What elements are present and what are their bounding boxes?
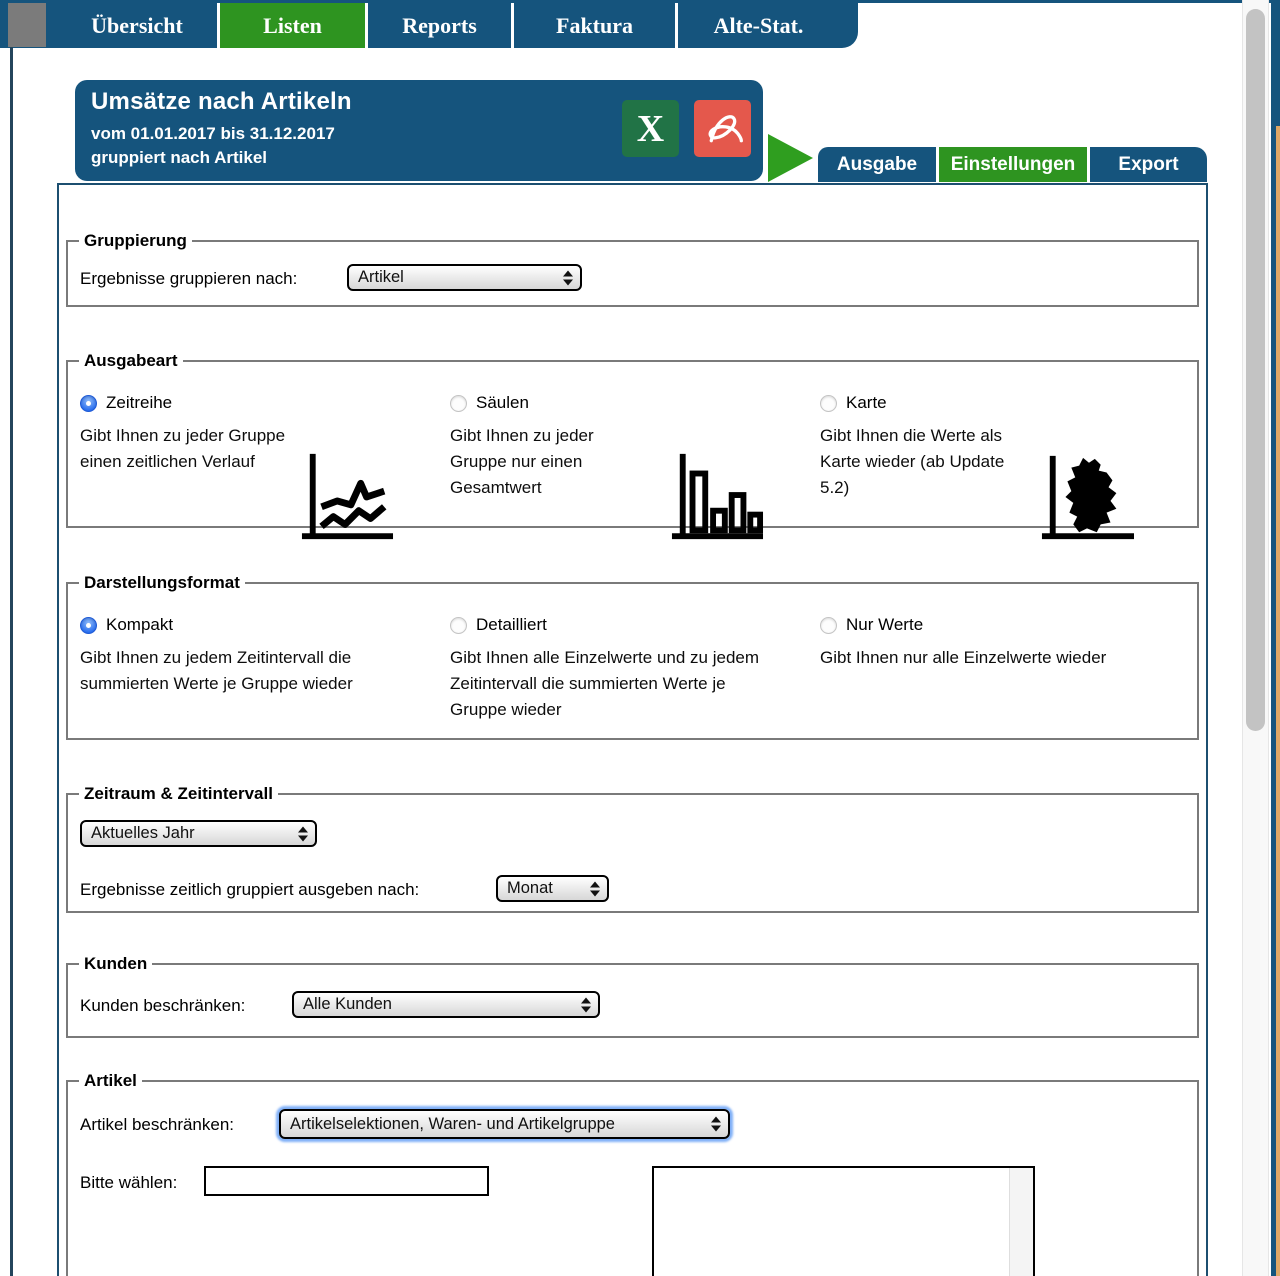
radio-karte[interactable] [820, 395, 837, 412]
saeulen-description: Gibt Ihnen zu jeder Gruppe nur einen Gesamtwert [450, 426, 594, 497]
bar-chart-icon [668, 450, 766, 544]
selection-listbox[interactable] [652, 1166, 1035, 1276]
customers-select[interactable] [292, 991, 600, 1018]
pdf-export-icon[interactable] [694, 100, 751, 157]
page-scrollbar-thumb[interactable] [1246, 9, 1265, 731]
zeitreihe-description: Gibt Ihnen zu jeder Gruppe einen zeitlichen Verlauf [80, 426, 286, 471]
fieldset-darstellungsformat [66, 573, 1199, 740]
report-period: vom 01.01.2017 bis 31.12.2017 [91, 124, 335, 143]
fieldset-artikel-legend: Artikel [79, 1071, 142, 1091]
run-report-play-icon[interactable] [768, 134, 813, 182]
main-nav-tabs [57, 3, 839, 48]
option-karte [820, 392, 1198, 501]
nav-left-square [8, 3, 46, 47]
fieldset-gruppierung [66, 231, 1199, 307]
option-saeulen [450, 392, 810, 501]
radio-saeulen-label: Säulen [476, 393, 529, 412]
radio-saeulen[interactable] [450, 395, 467, 412]
customers-limit-label: Kunden beschränken: [80, 996, 246, 1015]
select-arrows-icon [711, 1117, 721, 1132]
fieldset-zeitraum [66, 784, 1199, 913]
option-nur-werte [820, 614, 1198, 671]
report-header [75, 80, 763, 181]
option-detailliert [450, 614, 810, 723]
articles-select[interactable] [279, 1109, 730, 1139]
detailliert-description: Gibt Ihnen alle Einzelwerte und zu jedem Zeitintervall die summierten Werte je Gruppe wieder [450, 648, 760, 719]
report-title: Umsätze nach Artikeln [91, 88, 352, 115]
period-select[interactable] [80, 820, 317, 847]
nur-werte-description: Gibt Ihnen nur alle Einzelwerte wieder [820, 648, 1107, 667]
radio-detailliert-label: Detailliert [476, 615, 547, 634]
karte-description: Gibt Ihnen die Werte als Karte wieder (ab Update 5.2) [820, 426, 1005, 497]
right-edge-top [1276, 0, 1280, 126]
listbox-scrollbar-track[interactable] [1009, 1168, 1033, 1276]
interval-label: Ergebnisse zeitlich gruppiert ausgeben nach: [80, 880, 420, 899]
fieldset-zeitraum-legend: Zeitraum & Zeitintervall [79, 784, 278, 804]
tab-export[interactable]: Export [1090, 147, 1207, 182]
tab-einstellungen[interactable]: Einstellungen [939, 147, 1087, 182]
nav-tab-alte-stat[interactable]: Alte-Stat. [675, 3, 839, 48]
settings-panel [57, 183, 1208, 1276]
nav-tab-reports[interactable]: Reports [365, 3, 511, 48]
option-zeitreihe [80, 392, 440, 475]
customers-select-value: Alle Kunden [303, 995, 392, 1013]
right-edge-background-strip [1276, 126, 1280, 1276]
interval-select[interactable] [496, 875, 609, 902]
fieldset-ausgabeart-legend: Ausgabeart [79, 351, 183, 371]
pdf-loop-glyph [701, 107, 745, 151]
articles-limit-label: Artikel beschränken: [80, 1115, 235, 1134]
line-chart-icon [298, 450, 396, 544]
radio-karte-label: Karte [846, 393, 887, 412]
radio-zeitreihe[interactable] [80, 395, 97, 412]
radio-detailliert[interactable] [450, 617, 467, 634]
select-arrows-icon [298, 826, 308, 841]
fieldset-artikel [66, 1071, 1199, 1276]
report-grouping: gruppiert nach Artikel [91, 148, 268, 167]
view-tabs [818, 147, 1207, 182]
choose-label: Bitte wählen: [80, 1173, 178, 1192]
select-arrows-icon [563, 270, 573, 285]
choose-input[interactable] [204, 1166, 489, 1196]
radio-kompakt-label: Kompakt [106, 615, 174, 634]
fieldset-darstellungsformat-legend: Darstellungsformat [79, 573, 245, 593]
nav-tab-listen[interactable]: Listen [217, 3, 365, 48]
group-by-label: Ergebnisse gruppieren nach: [80, 269, 298, 288]
radio-nur-werte[interactable] [820, 617, 837, 634]
articles-select-value: Artikelselektionen, Waren- und Artikelgruppe [290, 1114, 615, 1133]
nav-tab-uebersicht[interactable]: Übersicht [91, 13, 183, 38]
fieldset-ausgabeart [66, 351, 1199, 528]
nav-tab-faktura[interactable]: Faktura [511, 3, 675, 48]
kompakt-description: Gibt Ihnen zu jedem Zeitintervall die summierten Werte je Gruppe wieder [80, 648, 353, 693]
group-by-select-value: Artikel [358, 268, 404, 286]
germany-map-icon [1038, 450, 1136, 544]
fieldset-kunden [66, 954, 1199, 1038]
page-left-border [10, 47, 13, 1276]
radio-nur-werte-label: Nur Werte [846, 615, 924, 634]
fieldset-gruppierung-legend: Gruppierung [79, 231, 192, 251]
interval-select-value: Monat [507, 879, 553, 897]
radio-kompakt[interactable] [80, 617, 97, 634]
select-arrows-icon [590, 881, 600, 896]
group-by-select[interactable] [347, 264, 582, 291]
radio-zeitreihe-label: Zeitreihe [106, 393, 173, 412]
fieldset-kunden-legend: Kunden [79, 954, 152, 974]
option-kompakt [80, 614, 440, 697]
excel-export-icon[interactable]: X [622, 100, 679, 157]
tab-ausgabe[interactable]: Ausgabe [818, 147, 936, 182]
select-arrows-icon [581, 997, 591, 1012]
period-select-value: Aktuelles Jahr [91, 824, 195, 842]
